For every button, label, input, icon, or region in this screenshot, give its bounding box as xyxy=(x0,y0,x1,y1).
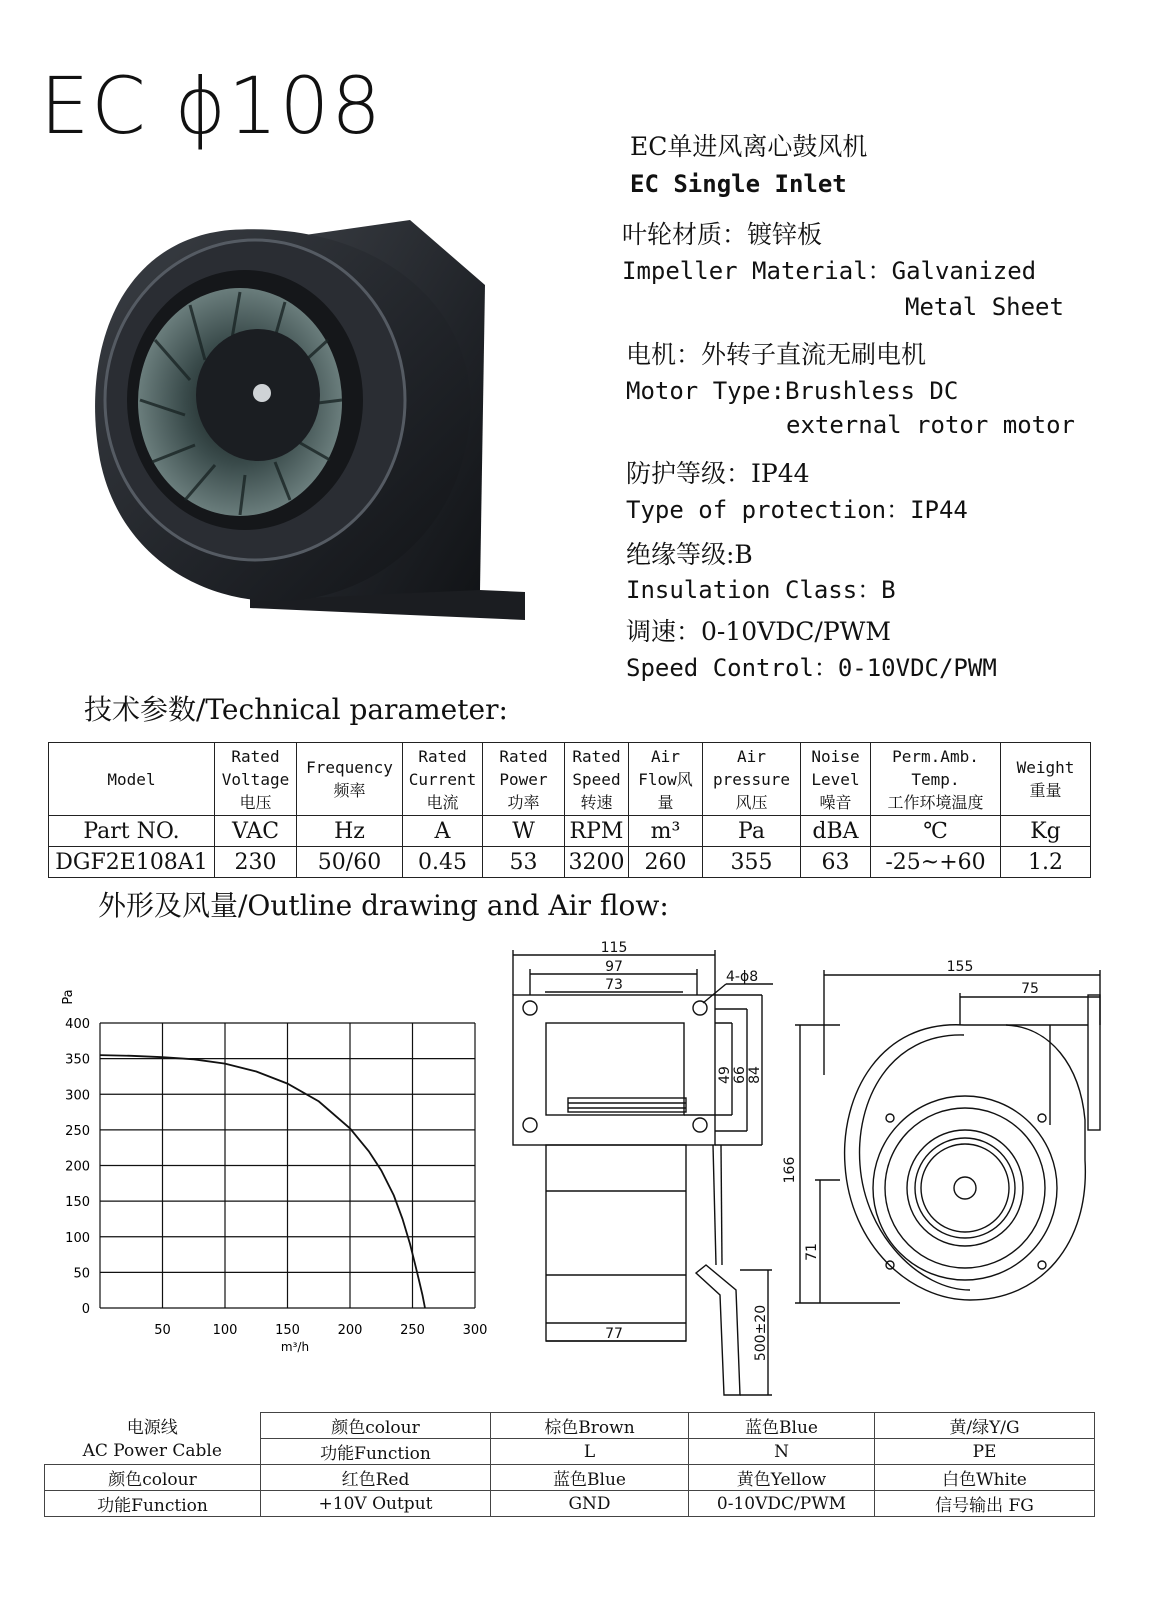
tech-header-line: Current xyxy=(408,769,477,789)
dim-84: 84 xyxy=(747,1066,763,1084)
spec-insulation-en: Insulation Class：B xyxy=(626,576,896,604)
spec-motor-en-2: external rotor motor xyxy=(786,411,1075,439)
x-axis-label: m³/h xyxy=(280,1340,310,1354)
dim-71: 71 xyxy=(804,1243,820,1261)
y-tick-label: 50 xyxy=(73,1266,90,1282)
tech-header-line: 风压 xyxy=(735,792,768,812)
cable-cell: 颜色colour xyxy=(261,1413,491,1439)
tech-value-cell: 230 xyxy=(215,847,297,878)
tech-header-cell xyxy=(565,743,629,816)
tech-header-line: Rated xyxy=(499,746,548,766)
tech-header-line: Rated xyxy=(572,746,621,766)
tech-header-line: Model xyxy=(107,769,156,789)
spec-motor-en: Motor Type:Brushless DC xyxy=(626,377,959,405)
tech-header-cell xyxy=(703,743,801,816)
x-tick-label: 150 xyxy=(275,1323,300,1338)
spec-protection-cn: 防护等级：IP44 xyxy=(626,459,810,488)
tech-header-line: 转速 xyxy=(580,792,613,812)
tech-value-cell: 3200 xyxy=(565,847,629,878)
tech-value-cell: 53 xyxy=(483,847,565,878)
tech-value-cell: 50/60 xyxy=(297,847,403,878)
tech-unit-cell: Pa xyxy=(703,816,801,847)
outline-heading: 外形及风量/Outline drawing and Air flow: xyxy=(98,889,669,922)
y-tick-label: 400 xyxy=(65,1017,90,1032)
dim-66: 66 xyxy=(732,1066,748,1084)
tech-header-line: 频率 xyxy=(333,781,366,800)
tech-value-cell: -25~+60 xyxy=(871,847,1001,878)
dim-73: 73 xyxy=(605,977,623,993)
tech-header-line: Rated xyxy=(231,746,280,766)
cable-cell: GND xyxy=(491,1491,689,1517)
page-title: EC ϕ108 xyxy=(40,62,383,152)
tech-unit-cell: A xyxy=(403,816,483,847)
y-tick-label: 0 xyxy=(81,1302,90,1317)
cable-subtitle: AC Power Cable xyxy=(45,1439,261,1465)
product-photo xyxy=(80,200,560,640)
dim-49: 49 xyxy=(717,1066,733,1084)
tech-unit-cell: VAC xyxy=(215,816,297,847)
pressure-flow-curve xyxy=(100,1055,425,1308)
tech-header-line: 噪音 xyxy=(819,792,852,812)
tech-value-cell: 355 xyxy=(703,847,801,878)
dim-166: 166 xyxy=(782,1156,798,1184)
tech-header-line: 功率 xyxy=(507,792,540,812)
tech-header-line: Level xyxy=(811,769,860,789)
y-tick-label: 200 xyxy=(65,1159,90,1175)
tech-header-line: Air xyxy=(651,746,680,766)
spec-impeller-cn: 叶轮材质：镀锌板 xyxy=(622,220,823,249)
tech-header-cell xyxy=(871,743,1001,816)
cable-cell: 白色White xyxy=(875,1465,1095,1491)
side-outline-drawing xyxy=(780,955,1110,1335)
tech-value-cell: DGF2E108A1 xyxy=(49,847,215,878)
spec-product-cn: EC单进风离心鼓风机 xyxy=(630,132,868,161)
tech-unit-cell: Hz xyxy=(297,816,403,847)
cable-cell: 棕色Brown xyxy=(491,1413,689,1439)
y-tick-label: 250 xyxy=(65,1123,90,1139)
tech-header-line: pressure xyxy=(712,769,791,789)
dim-115: 115 xyxy=(600,940,628,956)
tech-header-cell xyxy=(483,743,565,816)
spec-protection-en: Type of protection：IP44 xyxy=(626,496,968,524)
dim-97: 97 xyxy=(605,959,623,975)
spec-product-en: EC Single Inlet xyxy=(630,170,847,198)
y-tick-label: 300 xyxy=(65,1088,90,1104)
cable-cell: 功能Function xyxy=(45,1491,261,1517)
x-tick-label: 200 xyxy=(337,1323,363,1338)
tech-header-line: Flow风 xyxy=(638,769,693,789)
tech-unit-cell: Kg xyxy=(1001,816,1091,847)
tech-header-line: Frequency xyxy=(306,758,393,777)
tech-header-line: 电流 xyxy=(426,792,459,812)
spec-impeller-en-2: Metal Sheet xyxy=(905,293,1064,321)
tech-header-cell xyxy=(1001,743,1091,816)
spec-speed-en: Speed Control：0-10VDC/PWM xyxy=(626,654,997,682)
cable-cell: 黄/绿Y/G xyxy=(875,1413,1095,1439)
tech-header-line: Rated xyxy=(418,746,467,766)
tech-header-line: Air xyxy=(737,746,766,766)
tech-header-line: Perm.Amb. xyxy=(892,746,979,766)
tech-header-line: Voltage xyxy=(221,769,290,789)
cable-cell: 蓝色Blue xyxy=(689,1413,875,1439)
tech-header-cell xyxy=(297,743,403,816)
tech-header-line: 工作环境温度 xyxy=(887,792,984,812)
cable-cell: 颜色colour xyxy=(45,1465,261,1491)
tech-heading: 技术参数/Technical parameter: xyxy=(84,693,508,726)
dim-77: 77 xyxy=(605,1326,623,1342)
tech-unit-cell: W xyxy=(483,816,565,847)
tech-header-cell xyxy=(629,743,703,816)
dim-cable-length: 500±20 xyxy=(753,1304,769,1362)
tech-value-cell: 63 xyxy=(801,847,871,878)
front-outline-drawing xyxy=(500,935,790,1405)
tech-table xyxy=(48,742,1091,878)
dim-155: 155 xyxy=(946,959,974,975)
y-tick-label: 350 xyxy=(65,1052,90,1068)
tech-header-line: Noise xyxy=(811,746,860,766)
cable-cell: L xyxy=(491,1439,689,1465)
tech-unit-cell: ℃ xyxy=(871,816,1001,847)
x-tick-label: 300 xyxy=(462,1323,488,1338)
dim-holes: 4-ϕ8 xyxy=(726,969,759,985)
tech-header-line: 量 xyxy=(657,792,674,812)
tech-header-cell xyxy=(215,743,297,816)
tech-unit-cell: Part NO. xyxy=(49,816,215,847)
tech-value-cell: 260 xyxy=(629,847,703,878)
spec-motor-cn: 电机：外转子直流无刷电机 xyxy=(626,340,927,369)
airflow-chart xyxy=(40,975,510,1370)
tech-unit-cell: m³ xyxy=(629,816,703,847)
x-tick-label: 50 xyxy=(154,1323,171,1338)
cable-cell: 红色Red xyxy=(261,1465,491,1491)
y-axis-label: Pa xyxy=(61,989,76,1005)
x-tick-label: 100 xyxy=(212,1323,238,1338)
power-cable-table xyxy=(44,1412,1095,1517)
tech-value-cell: 1.2 xyxy=(1001,847,1091,878)
x-tick-label: 250 xyxy=(400,1323,425,1338)
tech-header-line: Weight xyxy=(1016,758,1075,777)
cable-cell: PE xyxy=(875,1439,1095,1465)
tech-unit-cell: dBA xyxy=(801,816,871,847)
spec-insulation-cn: 绝缘等级:B xyxy=(626,540,753,569)
dim-75: 75 xyxy=(1021,981,1039,997)
tech-header-line: Temp. xyxy=(911,769,960,789)
cable-cell: 黄色Yellow xyxy=(689,1465,875,1491)
cable-cell: 0-10VDC/PWM xyxy=(689,1491,875,1517)
cable-cell: 蓝色Blue xyxy=(491,1465,689,1491)
y-tick-label: 100 xyxy=(65,1230,90,1246)
spec-impeller-en: Impeller Material：Galvanized xyxy=(622,257,1037,285)
cable-cell: 功能Function xyxy=(261,1439,491,1465)
tech-header-cell xyxy=(801,743,871,816)
cable-title: 电源线 xyxy=(45,1413,261,1439)
tech-header-cell xyxy=(49,743,215,816)
tech-value-cell: 0.45 xyxy=(403,847,483,878)
tech-unit-cell: RPM xyxy=(565,816,629,847)
tech-header-cell xyxy=(403,743,483,816)
cable-cell: +10V Output xyxy=(261,1491,491,1517)
cable-cell: 信号输出 FG xyxy=(875,1491,1095,1517)
tech-header-line: Speed xyxy=(572,769,621,789)
cable-cell: N xyxy=(689,1439,875,1465)
y-tick-label: 150 xyxy=(65,1195,90,1211)
tech-header-line: 重量 xyxy=(1029,781,1062,800)
tech-header-line: 电压 xyxy=(239,792,272,812)
spec-speed-cn: 调速：0-10VDC/PWM xyxy=(626,617,891,646)
tech-header-line: Power xyxy=(499,769,548,789)
